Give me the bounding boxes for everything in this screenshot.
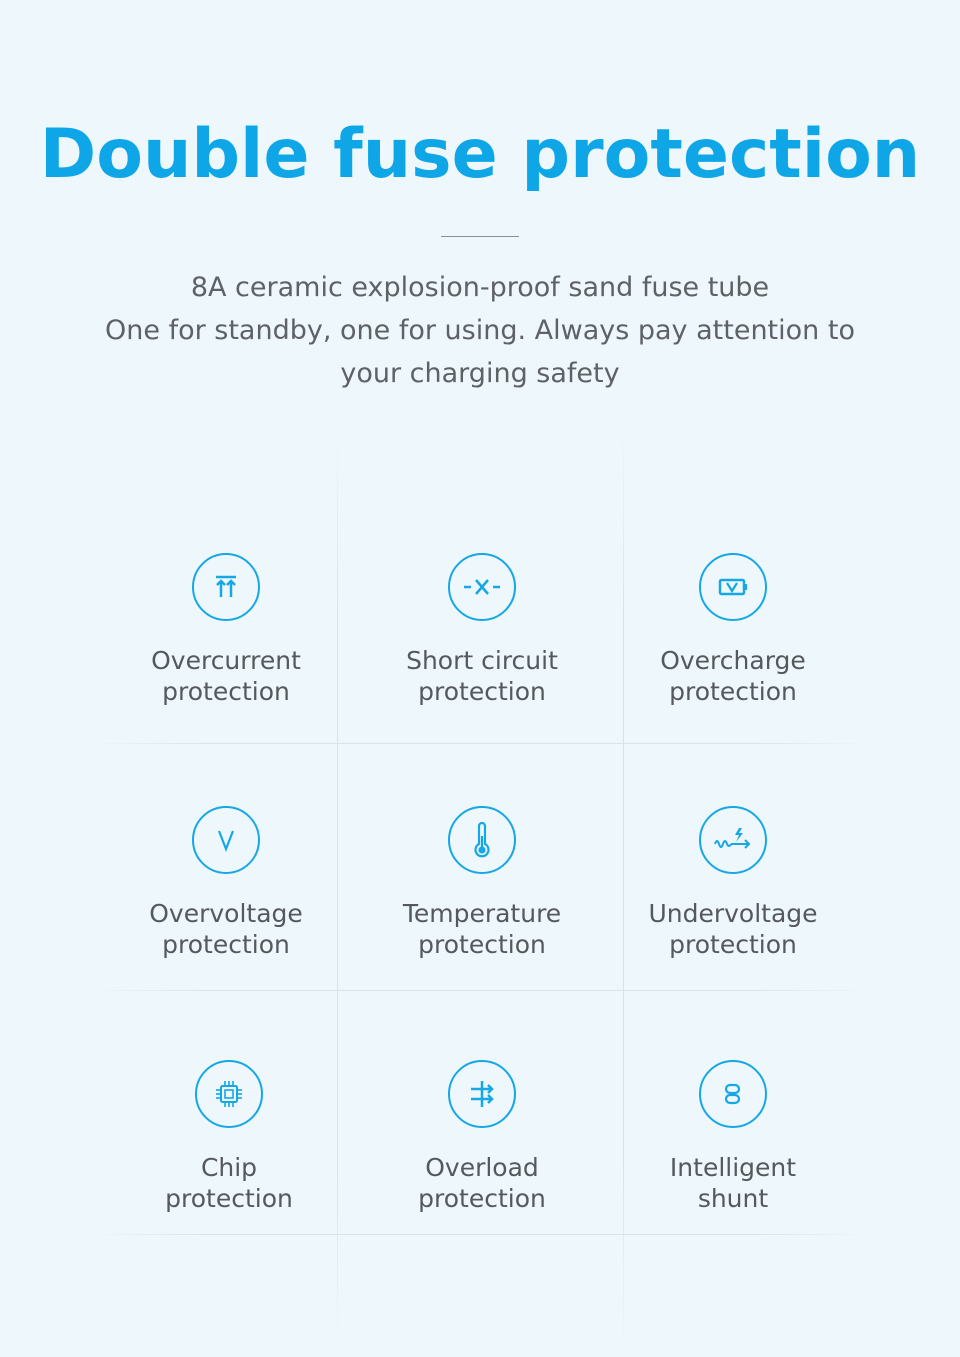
feature-label: Overcharge [660,646,806,675]
overload-arrows-icon [448,1060,516,1128]
thermometer-icon [448,806,516,874]
feature-label: Chip [200,1153,258,1182]
subtitle-line: your charging safety [340,358,620,389]
title-divider [441,236,519,237]
short-circuit-icon [448,553,516,621]
feature-temperature [352,806,612,960]
feature-overcurrent [96,553,356,707]
feature-label: protection [418,1184,546,1213]
feature-overload [352,1060,612,1214]
feature-label: Undervoltage [648,899,818,928]
grid-line-horizontal [90,743,870,744]
feature-label: protection [162,930,290,959]
feature-overvoltage [96,806,356,960]
feature-overcharge [603,553,863,707]
double-up-arrow-icon [192,553,260,621]
subtitle-line: One for standby, one for using. Always pay attention to [105,315,855,346]
page-title: Double fuse protection [39,115,921,194]
feature-label: protection [162,677,290,706]
lightning-wave-icon [699,806,767,874]
subtitle [80,266,880,395]
grid-line-horizontal [90,990,870,991]
feature-label: protection [418,677,546,706]
voltage-v-icon [192,806,260,874]
feature-label: protection [165,1184,293,1213]
feature-label: Overvoltage [149,899,303,928]
feature-label: Temperature [402,899,562,928]
feature-label: Overcurrent [151,646,301,675]
grid-line-horizontal [90,1234,870,1235]
battery-icon [699,553,767,621]
feature-short-circuit [352,553,612,707]
feature-label: protection [669,930,797,959]
chip-icon [195,1060,263,1128]
feature-undervoltage [603,806,863,960]
feature-label: protection [418,930,546,959]
feature-label: protection [669,677,797,706]
shunt-icon [699,1060,767,1128]
feature-label: Intelligent [669,1153,797,1182]
feature-label: Short circuit [406,646,558,675]
feature-label: shunt [697,1184,769,1213]
feature-intelligent-shunt [603,1060,863,1214]
feature-chip [99,1060,359,1214]
subtitle-line: 8A ceramic explosion-proof sand fuse tube [190,272,770,303]
feature-label: Overload [425,1153,539,1182]
